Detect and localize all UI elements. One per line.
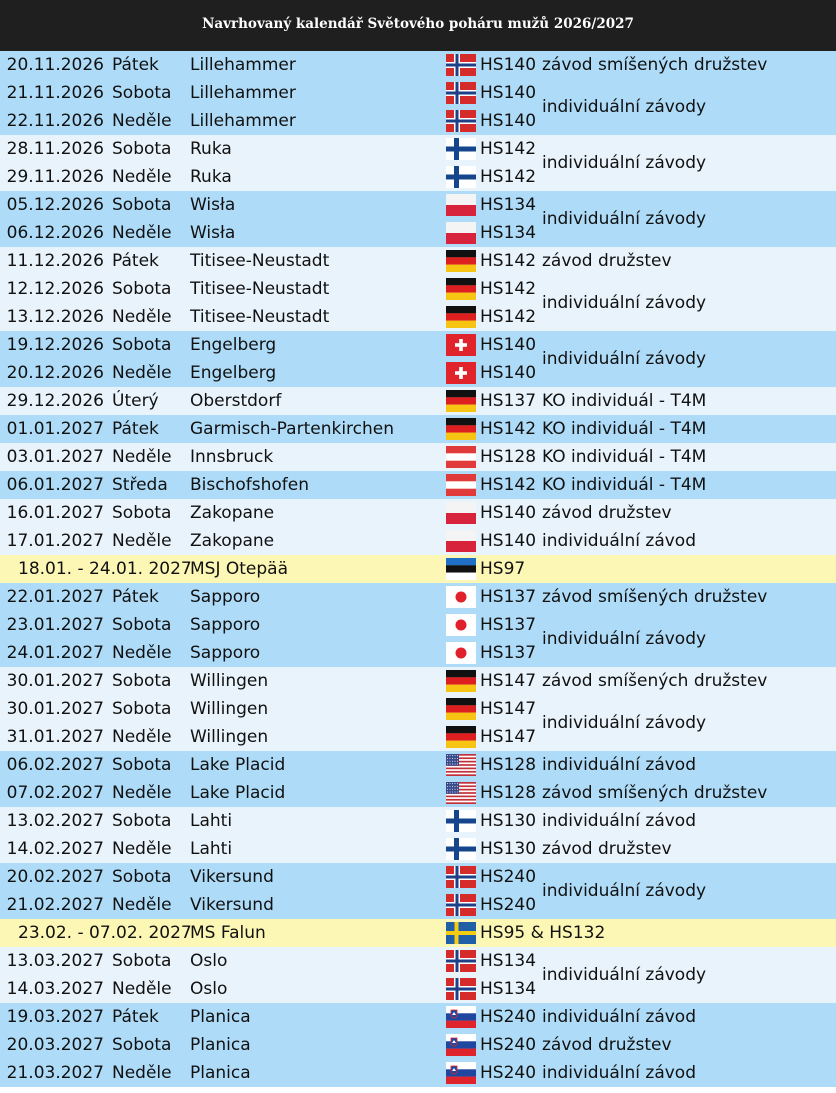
- table-row: [0, 443, 836, 471]
- day-cell: Neděle: [112, 167, 172, 187]
- finland-flag: [446, 138, 476, 160]
- event-cell: závod družstev: [542, 251, 672, 271]
- austria-flag: [446, 446, 476, 468]
- event-cell-merged: individuální závody: [542, 97, 707, 117]
- table-row: [0, 1031, 836, 1059]
- hill-size-cell: HS140: [480, 111, 537, 131]
- date-cell: 29.11.2026: [6, 167, 104, 187]
- day-cell: Sobota: [112, 279, 172, 299]
- location-cell: Planica: [190, 1007, 251, 1027]
- table-row: [0, 163, 836, 191]
- table-row: [0, 751, 836, 779]
- table-row: [0, 191, 836, 219]
- germany-flag: [446, 390, 476, 412]
- event-cell: individuální závod: [542, 811, 696, 831]
- location-cell: Vikersund: [190, 895, 274, 915]
- location-cell: Lillehammer: [190, 111, 296, 131]
- table-row: [0, 583, 836, 611]
- finland-flag: [446, 810, 476, 832]
- switzerland-flag: [446, 334, 476, 356]
- table-row: [0, 247, 836, 275]
- table-row: [0, 275, 836, 303]
- date-cell: 22.01.2027: [6, 587, 104, 607]
- table-row: [0, 499, 836, 527]
- hill-size-cell: HS147: [480, 671, 537, 691]
- location-cell: Lahti: [190, 839, 233, 859]
- event-cell-merged: individuální závody: [542, 209, 707, 229]
- day-cell: Neděle: [112, 111, 172, 131]
- date-cell: 20.02.2027: [6, 867, 104, 887]
- table-row: [0, 471, 836, 499]
- location-cell: Lake Placid: [190, 783, 286, 803]
- day-cell: Sobota: [112, 503, 172, 523]
- day-cell: Neděle: [112, 979, 172, 999]
- location-cell: Sapporo: [190, 587, 261, 607]
- germany-flag: [446, 670, 476, 692]
- table-row: [0, 219, 836, 247]
- hill-size-cell: HS134: [480, 195, 537, 215]
- event-cell: závod družstev: [542, 1035, 672, 1055]
- date-cell: 30.01.2027: [6, 699, 104, 719]
- hill-size-cell: HS240: [480, 1007, 537, 1027]
- day-cell: Neděle: [112, 727, 172, 747]
- event-cell-merged: individuální závody: [542, 293, 707, 313]
- location-cell: Lake Placid: [190, 755, 286, 775]
- date-cell: 11.12.2026: [6, 251, 104, 271]
- event-cell-merged: individuální závody: [542, 881, 707, 901]
- location-cell: Wisła: [190, 195, 236, 215]
- hill-size-cell: HS95 & HS132: [480, 923, 606, 943]
- norway-flag: [446, 950, 476, 972]
- hill-size-cell: HS240: [480, 867, 537, 887]
- location-cell: Bischofshofen: [190, 475, 309, 495]
- event-cell: KO individuál - T4M: [542, 391, 707, 411]
- slovenia-flag: [446, 1034, 476, 1056]
- day-cell: Středa: [112, 475, 168, 495]
- location-cell: Willingen: [190, 727, 269, 747]
- hill-size-cell: HS137: [480, 391, 537, 411]
- hill-size-cell: HS128: [480, 783, 537, 803]
- event-cell: závod smíšených družstev: [542, 783, 768, 803]
- day-cell: Sobota: [112, 83, 172, 103]
- date-cell: 20.12.2026: [6, 363, 104, 383]
- location-cell: Garmisch-Partenkirchen: [190, 419, 395, 439]
- hill-size-cell: HS142: [480, 307, 537, 327]
- table-row: [0, 639, 836, 667]
- hill-size-cell: HS140: [480, 503, 537, 523]
- event-cell: závod smíšených družstev: [542, 671, 768, 691]
- slovenia-flag: [446, 1062, 476, 1084]
- calendar-title: Navrhovaný kalendář Světového poháru mužů 2026/2027: [0, 0, 836, 51]
- event-cell: závod smíšených družstev: [542, 587, 768, 607]
- hill-size-cell: HS142: [480, 167, 537, 187]
- location-cell: Oslo: [190, 979, 228, 999]
- day-cell: Pátek: [112, 1007, 159, 1027]
- date-cell: 24.01.2027: [6, 643, 104, 663]
- hill-size-cell: HS142: [480, 251, 537, 271]
- date-cell: 22.11.2026: [6, 111, 104, 131]
- table-row: [0, 1059, 836, 1087]
- table-row: [0, 331, 836, 359]
- hill-size-cell: HS140: [480, 55, 537, 75]
- table-row: [0, 415, 836, 443]
- day-cell: Sobota: [112, 1035, 172, 1055]
- location-cell: Willingen: [190, 671, 269, 691]
- table-row: [0, 807, 836, 835]
- day-cell: Neděle: [112, 895, 172, 915]
- table-row: [0, 135, 836, 163]
- day-cell: Pátek: [112, 419, 159, 439]
- event-cell-merged: individuální závody: [542, 349, 707, 369]
- table-row: [0, 975, 836, 1003]
- location-cell: Zakopane: [190, 503, 275, 523]
- date-cell: 17.01.2027: [6, 531, 104, 551]
- date-range: 23.02. - 07.02. 2027: [18, 923, 192, 943]
- date-cell: 13.02.2027: [6, 811, 104, 831]
- sweden-flag: [446, 922, 476, 944]
- day-cell: Pátek: [112, 251, 159, 271]
- location-cell: Planica: [190, 1035, 251, 1055]
- table-row: [0, 891, 836, 919]
- day-cell: Pátek: [112, 587, 159, 607]
- poland-flag: [446, 502, 476, 524]
- germany-flag: [446, 306, 476, 328]
- day-cell: Sobota: [112, 671, 172, 691]
- hill-size-cell: HS137: [480, 643, 537, 663]
- day-cell: Sobota: [112, 951, 172, 971]
- date-cell: 19.03.2027: [6, 1007, 104, 1027]
- event-cell: závod družstev: [542, 503, 672, 523]
- table-row: [0, 79, 836, 107]
- usa-flag: [446, 782, 476, 804]
- hill-size-cell: HS137: [480, 587, 537, 607]
- date-cell: 05.12.2026: [6, 195, 104, 215]
- table-row: [0, 723, 836, 751]
- hill-size-cell: HS240: [480, 1063, 537, 1083]
- hill-size-cell: HS142: [480, 139, 537, 159]
- event-cell: KO individuál - T4M: [542, 475, 707, 495]
- day-cell: Sobota: [112, 867, 172, 887]
- japan-flag: [446, 642, 476, 664]
- date-cell: 06.02.2027: [6, 755, 104, 775]
- date-cell: 29.12.2026: [6, 391, 104, 411]
- hill-size-cell: HS128: [480, 755, 537, 775]
- event-cell: individuální závod: [542, 1063, 696, 1083]
- norway-flag: [446, 866, 476, 888]
- slovenia-flag: [446, 1006, 476, 1028]
- day-cell: Neděle: [112, 223, 172, 243]
- table-row: [0, 835, 836, 863]
- day-cell: Neděle: [112, 643, 172, 663]
- date-cell: 19.12.2026: [6, 335, 104, 355]
- hill-size-cell: HS137: [480, 615, 537, 635]
- poland-flag: [446, 530, 476, 552]
- date-cell: 30.01.2027: [6, 671, 104, 691]
- date-cell: 20.03.2027: [6, 1035, 104, 1055]
- date-cell: 21.03.2027: [6, 1063, 104, 1083]
- germany-flag: [446, 418, 476, 440]
- hill-size-cell: HS140: [480, 335, 537, 355]
- day-cell: Pátek: [112, 55, 159, 75]
- date-cell: 12.12.2026: [6, 279, 104, 299]
- event-cell: závod družstev: [542, 839, 672, 859]
- table-row: [0, 303, 836, 331]
- day-cell: Sobota: [112, 139, 172, 159]
- switzerland-flag: [446, 362, 476, 384]
- date-cell: 14.03.2027: [6, 979, 104, 999]
- hill-size-cell: HS140: [480, 83, 537, 103]
- table-row: [0, 919, 836, 947]
- day-cell: Sobota: [112, 811, 172, 831]
- location-cell: Titisee-Neustadt: [190, 307, 330, 327]
- norway-flag: [446, 978, 476, 1000]
- table-row: [0, 107, 836, 135]
- hill-size-cell: HS147: [480, 699, 537, 719]
- date-cell: 13.03.2027: [6, 951, 104, 971]
- location-cell: MS Falun: [190, 923, 266, 943]
- date-cell: 14.02.2027: [6, 839, 104, 859]
- hill-size-cell: HS130: [480, 839, 537, 859]
- date-range: 18.01. - 24.01. 2027: [18, 559, 192, 579]
- hill-size-cell: HS240: [480, 1035, 537, 1055]
- location-cell: Zakopane: [190, 531, 275, 551]
- hill-size-cell: HS142: [480, 279, 537, 299]
- location-cell: Sapporo: [190, 643, 261, 663]
- japan-flag: [446, 614, 476, 636]
- day-cell: Neděle: [112, 363, 172, 383]
- germany-flag: [446, 698, 476, 720]
- table-row: [0, 359, 836, 387]
- location-cell: Ruka: [190, 139, 232, 159]
- norway-flag: [446, 894, 476, 916]
- norway-flag: [446, 82, 476, 104]
- norway-flag: [446, 54, 476, 76]
- day-cell: Úterý: [112, 391, 159, 411]
- germany-flag: [446, 250, 476, 272]
- location-cell: Lillehammer: [190, 83, 296, 103]
- location-cell: Titisee-Neustadt: [190, 251, 330, 271]
- event-cell: individuální závod: [542, 531, 696, 551]
- germany-flag: [446, 278, 476, 300]
- day-cell: Sobota: [112, 335, 172, 355]
- day-cell: Neděle: [112, 531, 172, 551]
- day-cell: Neděle: [112, 783, 172, 803]
- location-cell: Sapporo: [190, 615, 261, 635]
- germany-flag: [446, 726, 476, 748]
- day-cell: Sobota: [112, 755, 172, 775]
- date-cell: 21.02.2027: [6, 895, 104, 915]
- location-cell: Lahti: [190, 811, 233, 831]
- event-cell-merged: individuální závody: [542, 713, 707, 733]
- norway-flag: [446, 110, 476, 132]
- day-cell: Neděle: [112, 1063, 172, 1083]
- calendar-table: [0, 51, 836, 1087]
- date-cell: 20.11.2026: [6, 55, 104, 75]
- event-cell-merged: individuální závody: [542, 153, 707, 173]
- date-cell: 23.01.2027: [6, 615, 104, 635]
- hill-size-cell: HS142: [480, 419, 537, 439]
- location-cell: Titisee-Neustadt: [190, 279, 330, 299]
- day-cell: Neděle: [112, 307, 172, 327]
- day-cell: Sobota: [112, 699, 172, 719]
- hill-size-cell: HS140: [480, 363, 537, 383]
- table-row: [0, 611, 836, 639]
- date-cell: 03.01.2027: [6, 447, 104, 467]
- date-cell: 16.01.2027: [6, 503, 104, 523]
- event-cell: KO individuál - T4M: [542, 419, 707, 439]
- date-cell: 31.01.2027: [6, 727, 104, 747]
- event-cell: KO individuál - T4M: [542, 447, 707, 467]
- date-cell: 06.01.2027: [6, 475, 104, 495]
- japan-flag: [446, 586, 476, 608]
- day-cell: Sobota: [112, 195, 172, 215]
- table-row: [0, 667, 836, 695]
- day-cell: Sobota: [112, 615, 172, 635]
- event-cell-merged: individuální závody: [542, 965, 707, 985]
- date-cell: 13.12.2026: [6, 307, 104, 327]
- hill-size-cell: HS130: [480, 811, 537, 831]
- austria-flag: [446, 474, 476, 496]
- location-cell: Oberstdorf: [190, 391, 282, 411]
- hill-size-cell: HS142: [480, 475, 537, 495]
- event-cell-merged: individuální závody: [542, 629, 707, 649]
- location-cell: Wisła: [190, 223, 236, 243]
- event-cell: závod smíšených družstev: [542, 55, 768, 75]
- hill-size-cell: HS140: [480, 531, 537, 551]
- location-cell: Engelberg: [190, 335, 277, 355]
- date-cell: 06.12.2026: [6, 223, 104, 243]
- poland-flag: [446, 222, 476, 244]
- location-cell: Willingen: [190, 699, 269, 719]
- hill-size-cell: HS134: [480, 951, 537, 971]
- finland-flag: [446, 166, 476, 188]
- location-cell: Innsbruck: [190, 447, 274, 467]
- location-cell: Planica: [190, 1063, 251, 1083]
- event-cell: individuální závod: [542, 755, 696, 775]
- table-row: [0, 387, 836, 415]
- usa-flag: [446, 754, 476, 776]
- table-row: [0, 51, 836, 79]
- table-row: [0, 947, 836, 975]
- date-cell: 07.02.2027: [6, 783, 104, 803]
- table-row: [0, 527, 836, 555]
- day-cell: Neděle: [112, 839, 172, 859]
- hill-size-cell: HS134: [480, 223, 537, 243]
- date-cell: 01.01.2027: [6, 419, 104, 439]
- hill-size-cell: HS97: [480, 559, 526, 579]
- location-cell: MSJ Otepää: [190, 559, 289, 579]
- hill-size-cell: HS134: [480, 979, 537, 999]
- hill-size-cell: HS240: [480, 895, 537, 915]
- estonia-flag: [446, 558, 476, 580]
- date-cell: 21.11.2026: [6, 83, 104, 103]
- date-cell: 28.11.2026: [6, 139, 104, 159]
- table-row: [0, 779, 836, 807]
- day-cell: Neděle: [112, 447, 172, 467]
- location-cell: Vikersund: [190, 867, 274, 887]
- location-cell: Lillehammer: [190, 55, 296, 75]
- location-cell: Oslo: [190, 951, 228, 971]
- poland-flag: [446, 194, 476, 216]
- table-row: [0, 555, 836, 583]
- hill-size-cell: HS128: [480, 447, 537, 467]
- table-row: [0, 863, 836, 891]
- location-cell: Ruka: [190, 167, 232, 187]
- table-row: [0, 1003, 836, 1031]
- hill-size-cell: HS147: [480, 727, 537, 747]
- finland-flag: [446, 838, 476, 860]
- table-row: [0, 695, 836, 723]
- event-cell: individuální závod: [542, 1007, 696, 1027]
- location-cell: Engelberg: [190, 363, 277, 383]
